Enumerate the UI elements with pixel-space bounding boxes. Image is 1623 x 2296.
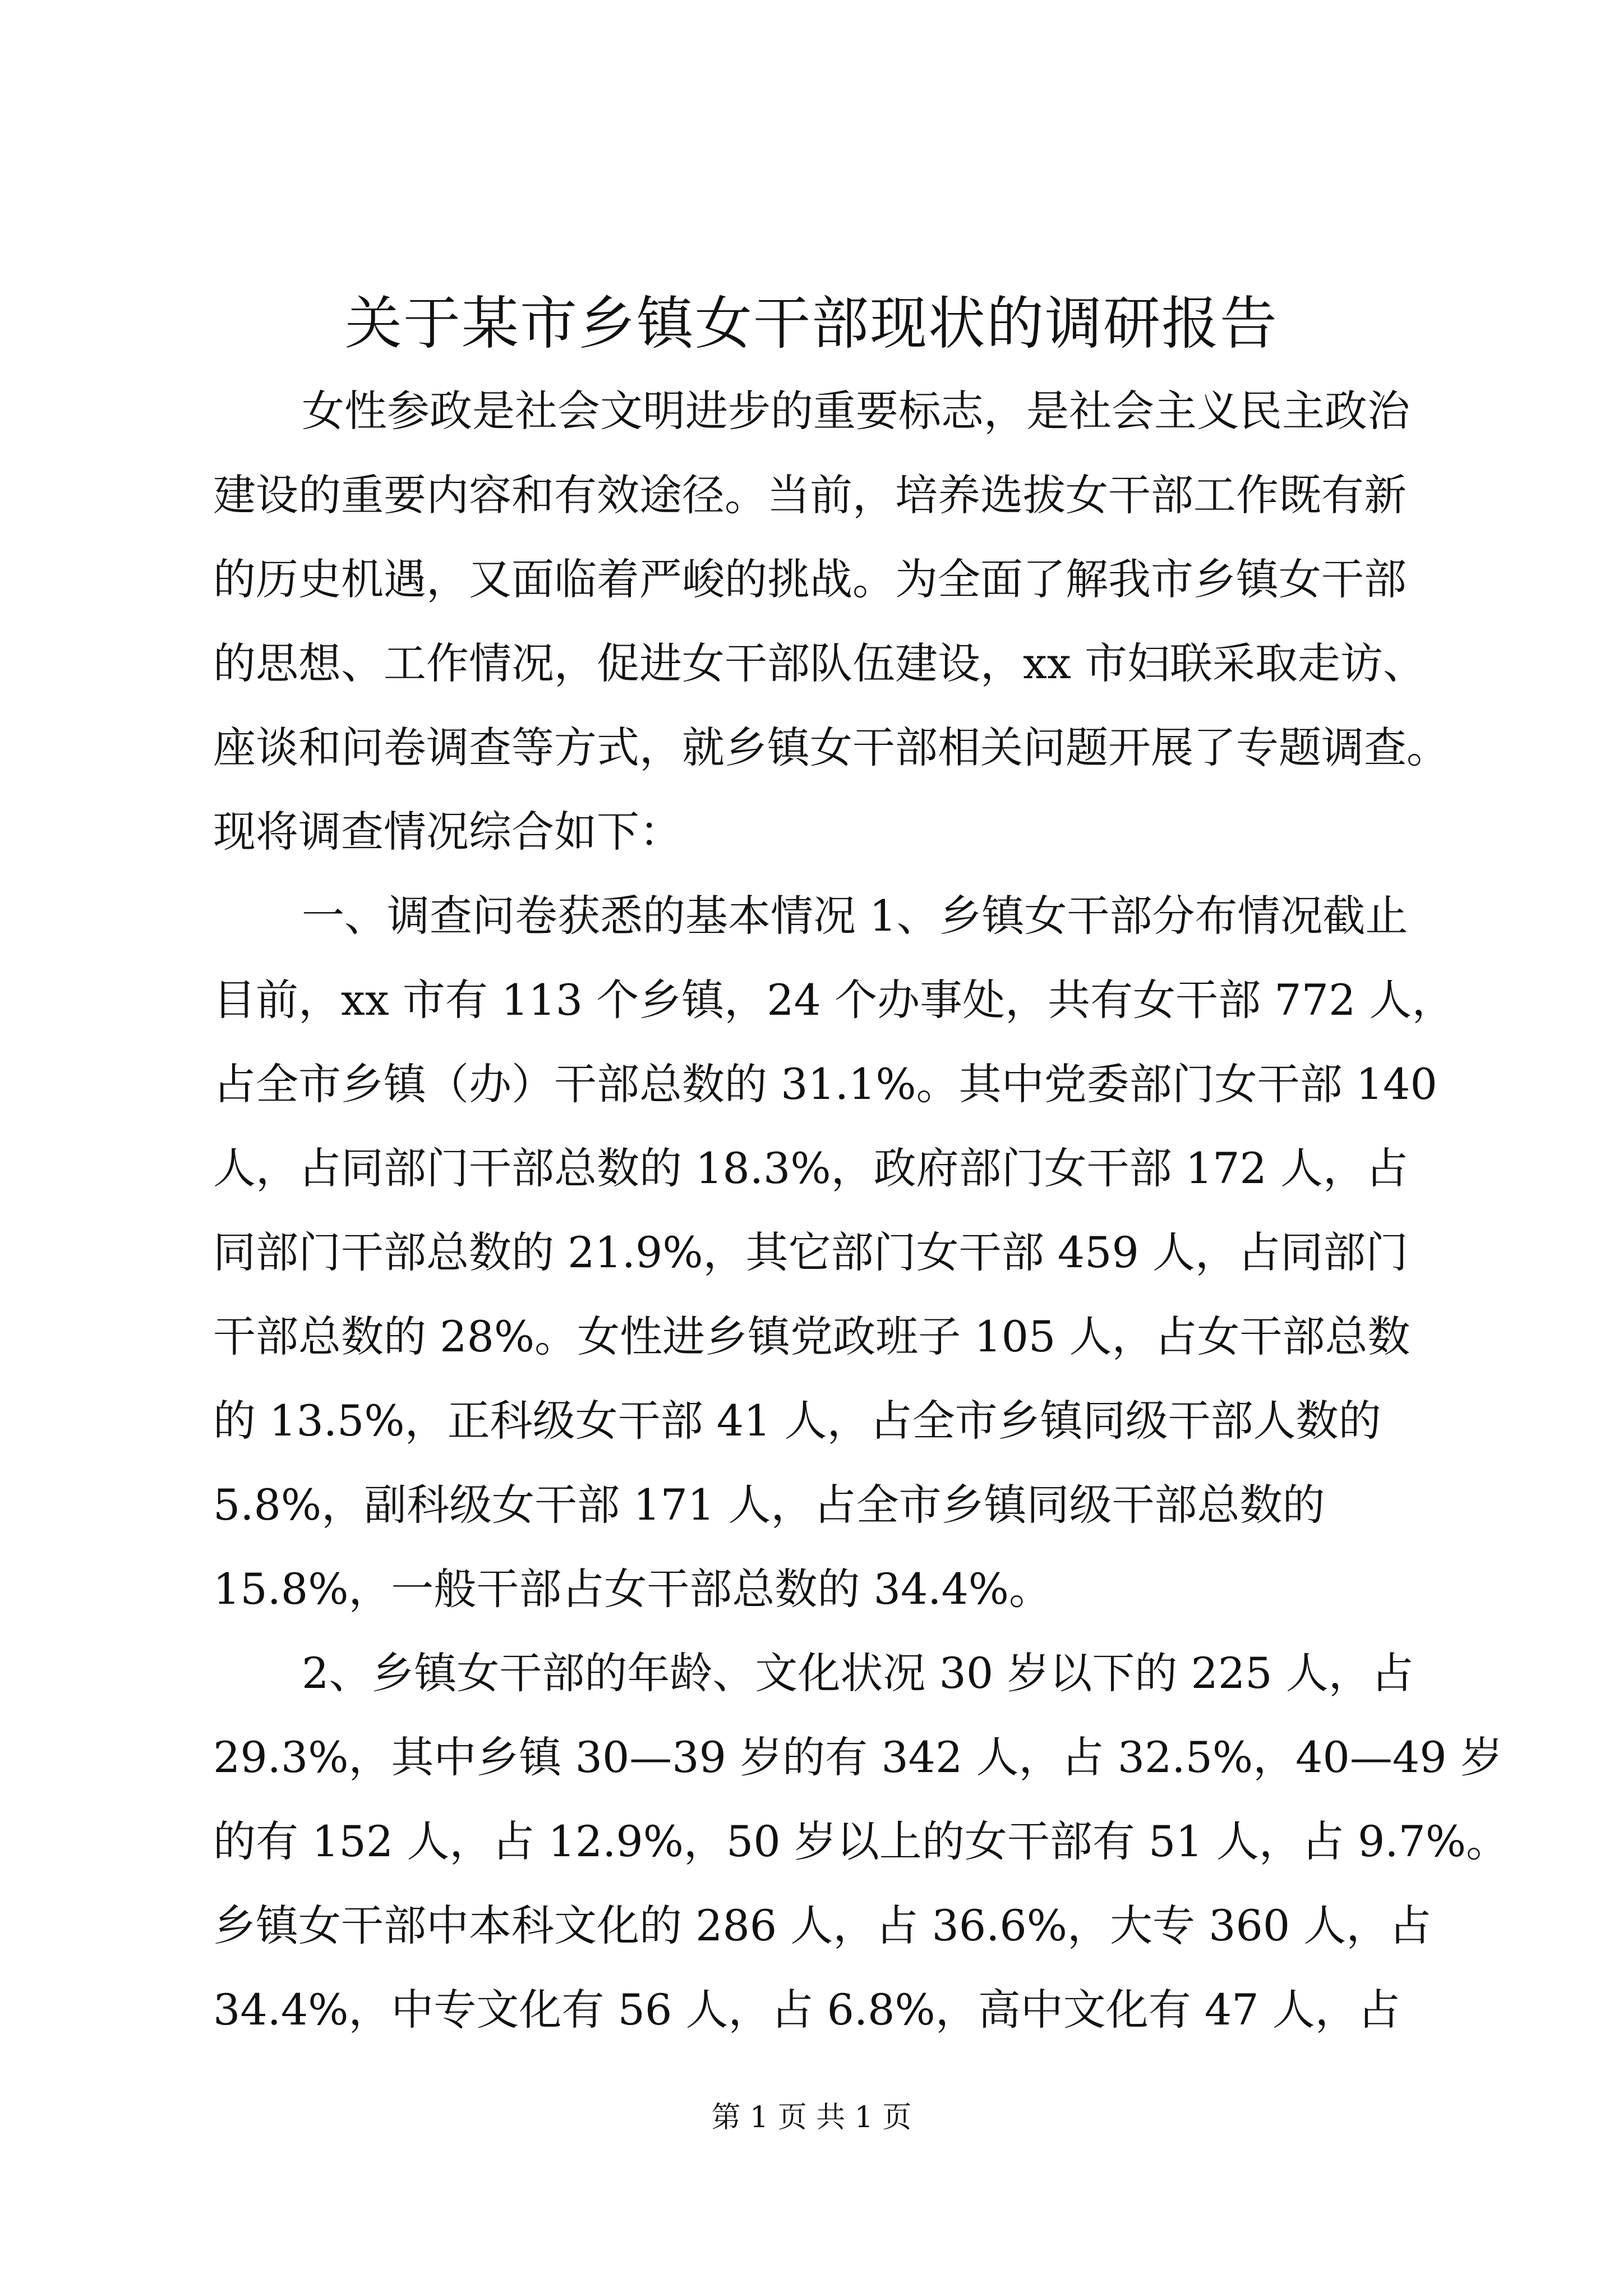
paragraph-line: 15.8%，一般干部占女干部总数的 34.4%。 <box>213 1564 1052 1614</box>
paragraph-line: 一、调查问卷获悉的基本情况 1、乡镇女干部分布情况截止 <box>302 891 1408 941</box>
paragraph-line: 干部总数的 28%。女性进乡镇党政班子 105 人，占女干部总数 <box>213 1312 1410 1361</box>
paragraph-line: 建设的重要内容和有效途径。当前，培养选拔女干部工作既有新 <box>213 470 1407 520</box>
paragraph-line: 2、乡镇女干部的年龄、文化状况 30 岁以下的 225 人，占 <box>302 1648 1414 1698</box>
paragraph-line: 的 13.5%，正科级女干部 41 人，占全市乡镇同级干部人数的 <box>213 1396 1381 1446</box>
paragraph-line: 的有 152 人，占 12.9%，50 岁以上的女干部有 51 人，占 9.7%。 <box>213 1816 1509 1866</box>
paragraph-line: 座谈和问卷调查等方式，就乡镇女干部相关问题开展了专题调查。 <box>213 723 1449 772</box>
paragraph-line: 的历史机遇，又面临着严峻的挑战。为全面了解我市乡镇女干部 <box>213 554 1407 604</box>
paragraph-line: 乡镇女干部中本科文化的 286 人，占 36.6%，大专 360 人，占 <box>213 1901 1432 1950</box>
document-title: 关于某市乡镇女干部现状的调研报告 <box>345 291 1278 357</box>
paragraph-line: 的思想、工作情况，促进女干部队伍建设，xx 市妇联采取走访、 <box>213 638 1426 688</box>
paragraph-line: 女性参政是社会文明进步的重要标志，是社会主义民主政治 <box>302 386 1410 436</box>
paragraph-line: 现将调查情况综合如下： <box>213 807 682 857</box>
paragraph-line: 29.3%，其中乡镇 30—39 岁的有 342 人，占 32.5%，40—49 岁 <box>213 1732 1503 1782</box>
paragraph-line: 人，占同部门干部总数的 18.3%，政府部门女干部 172 人，占 <box>213 1143 1408 1193</box>
paragraph-line: 5.8%，副科级女干部 171 人，占全市乡镇同级干部总数的 <box>213 1480 1325 1530</box>
paragraph-line: 占全市乡镇（办）干部总数的 31.1%。其中党委部门女干部 140 <box>213 1059 1437 1109</box>
paragraph-line: 同部门干部总数的 21.9%，其它部门女干部 459 人，占同部门 <box>213 1227 1408 1277</box>
page-number-footer: 第 1 页 共 1 页 <box>711 2101 912 2134</box>
paragraph-line: 34.4%，中专文化有 56 人，占 6.8%，高中文化有 47 人，占 <box>213 1985 1400 2035</box>
paragraph-line: 目前，xx 市有 113 个乡镇，24 个办事处，共有女干部 772 人， <box>213 975 1455 1025</box>
